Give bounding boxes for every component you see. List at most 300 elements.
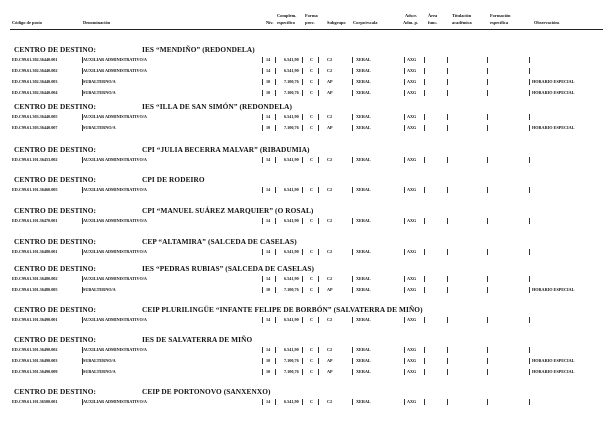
column-divider	[262, 399, 263, 405]
column-divider	[302, 276, 303, 282]
row-subgrupo: C2	[327, 317, 333, 322]
row-forma: C	[310, 347, 314, 352]
column-divider	[447, 287, 448, 293]
column-divider	[302, 369, 303, 375]
column-divider	[424, 57, 425, 63]
column-divider	[404, 276, 405, 282]
row-niv: 14	[266, 218, 271, 223]
column-divider	[302, 347, 303, 353]
column-divider	[447, 369, 448, 375]
column-divider	[424, 249, 425, 255]
column-divider	[262, 347, 263, 353]
column-divider	[352, 347, 353, 353]
column-divider	[275, 347, 276, 353]
centro-name: CEP “ALTAMIRA” (SALCEDA DE CASELAS)	[142, 237, 297, 246]
column-divider	[318, 125, 319, 131]
row-corpo: XERAL	[356, 187, 371, 192]
row-complemento: 7.100,76	[284, 369, 299, 374]
row-complemento: 6.541,90	[284, 114, 299, 119]
column-divider	[275, 187, 276, 193]
column-divider	[424, 276, 425, 282]
row-denominacion: AUXILIAR ADMINISTRATIVO/A	[83, 57, 147, 62]
column-divider	[529, 369, 530, 375]
row-forma: C	[310, 369, 314, 374]
row-subgrupo: C2	[327, 187, 333, 192]
row-code: ED.C99.61.101.36480.001	[12, 249, 58, 254]
row-niv: 14	[266, 187, 271, 192]
column-divider	[352, 276, 353, 282]
column-divider	[352, 317, 353, 323]
column-divider	[352, 114, 353, 120]
row-denominacion: SUBALTERNO/A	[83, 79, 116, 84]
row-complemento: 7.100,76	[284, 287, 299, 292]
column-divider	[487, 276, 488, 282]
table-row	[0, 67, 615, 75]
row-code: ED.C99.61.101.36460.005	[12, 187, 58, 192]
row-niv: 14	[266, 68, 271, 73]
column-divider	[424, 317, 425, 323]
column-divider	[262, 276, 263, 282]
row-forma: C	[310, 114, 314, 119]
table-row	[0, 398, 615, 406]
column-divider	[352, 57, 353, 63]
row-subgrupo: C2	[327, 276, 333, 281]
table-row	[0, 217, 615, 225]
column-divider	[262, 68, 263, 74]
column-divider	[302, 218, 303, 224]
column-divider	[352, 399, 353, 405]
column-divider	[302, 125, 303, 131]
table-row	[0, 78, 615, 86]
row-denominacion: AUXILIAR ADMINISTRATIVO/A	[83, 187, 147, 192]
column-divider	[275, 125, 276, 131]
column-divider	[487, 187, 488, 193]
row-code: ED.C99.61.101.36490.001	[12, 317, 58, 322]
table-row	[0, 156, 615, 164]
col-header-denominacion: Denominación	[83, 20, 111, 25]
column-divider	[404, 287, 405, 293]
column-divider	[318, 79, 319, 85]
column-divider	[487, 358, 488, 364]
column-divider	[262, 125, 263, 131]
row-denominacion: SUBALTERNO/A	[83, 90, 116, 95]
column-divider	[424, 369, 425, 375]
row-adscricion: AXG	[407, 68, 417, 73]
row-observacions: HORARIO ESPECIAL	[532, 369, 575, 374]
row-corpo: XERAL	[356, 68, 371, 73]
column-divider	[302, 287, 303, 293]
column-divider	[424, 79, 425, 85]
row-niv: 14	[266, 347, 271, 352]
column-divider	[404, 358, 405, 364]
row-complemento: 6.541,90	[284, 347, 299, 352]
row-subgrupo: C2	[327, 218, 333, 223]
centro-label: CENTRO DE DESTINO:	[14, 335, 97, 344]
row-adscricion: AXG	[407, 249, 417, 254]
row-corpo: XERAL	[356, 157, 371, 162]
centro-name: IES “ILLA DE SAN SIMÓN” (REDONDELA)	[142, 102, 293, 111]
row-niv: 10	[266, 125, 271, 130]
column-divider	[318, 157, 319, 163]
column-divider	[262, 157, 263, 163]
column-divider	[447, 114, 448, 120]
row-niv: 14	[266, 399, 271, 404]
row-forma: C	[310, 90, 314, 95]
row-niv: 10	[266, 287, 271, 292]
table-row	[0, 124, 615, 132]
column-divider	[447, 218, 448, 224]
row-subgrupo: AP	[327, 287, 333, 292]
row-complemento: 6.541,90	[284, 317, 299, 322]
column-divider	[404, 79, 405, 85]
column-divider	[447, 125, 448, 131]
column-divider	[275, 68, 276, 74]
column-divider	[262, 369, 263, 375]
row-denominacion: SUBALTERNO/A	[83, 369, 116, 374]
column-divider	[302, 79, 303, 85]
column-divider	[404, 249, 405, 255]
column-divider	[447, 317, 448, 323]
centro-name: CEIP DE PORTONOVO (SANXENXO)	[142, 387, 271, 396]
row-complemento: 6.541,90	[284, 187, 299, 192]
centro-label: CENTRO DE DESTINO:	[14, 206, 97, 215]
column-divider	[487, 369, 488, 375]
col-header-titulacion-2: académica	[452, 20, 472, 25]
centro-name: CPI “MANUEL SUÁREZ MARQUIER” (O ROSAL)	[142, 206, 314, 215]
col-header-formacion-1: Formación	[490, 13, 511, 18]
row-complemento: 6.541,90	[284, 68, 299, 73]
column-divider	[529, 90, 530, 96]
table-row	[0, 56, 615, 64]
column-divider	[487, 287, 488, 293]
column-divider	[447, 347, 448, 353]
column-divider	[487, 125, 488, 131]
col-header-forma-1: Forma	[305, 13, 318, 18]
row-complemento: 6.541,90	[284, 157, 299, 162]
column-divider	[352, 68, 353, 74]
table-row	[0, 248, 615, 256]
column-divider	[529, 287, 530, 293]
row-observacions: HORARIO ESPECIAL	[532, 125, 575, 130]
row-code: ED.C99.61.301.36480.005	[12, 287, 58, 292]
row-code: ED.C99.61.301.36490.003	[12, 358, 58, 363]
column-divider	[404, 399, 405, 405]
row-adscricion: AXG	[407, 276, 417, 281]
column-divider	[262, 287, 263, 293]
column-divider	[529, 347, 530, 353]
column-divider	[352, 358, 353, 364]
column-divider	[404, 125, 405, 131]
centro-name: IES “MENDIÑO” (REDONDELA)	[142, 45, 255, 54]
row-forma: C	[310, 57, 314, 62]
column-divider	[424, 399, 425, 405]
row-denominacion: SUBALTERNO/A	[83, 358, 116, 363]
row-subgrupo: C2	[327, 157, 333, 162]
row-denominacion: SUBALTERNO/A	[83, 287, 116, 292]
column-divider	[424, 347, 425, 353]
column-divider	[424, 287, 425, 293]
column-divider	[318, 347, 319, 353]
row-denominacion: AUXILIAR ADMINISTRATIVO/A	[83, 317, 147, 322]
column-divider	[302, 90, 303, 96]
column-divider	[352, 125, 353, 131]
row-denominacion: AUXILIAR ADMINISTRATIVO/A	[83, 399, 147, 404]
row-adscricion: AXG	[407, 369, 417, 374]
column-divider	[302, 187, 303, 193]
row-adscricion: AXG	[407, 157, 417, 162]
table-row	[0, 346, 615, 354]
column-divider	[447, 399, 448, 405]
row-adscricion: AXG	[407, 125, 417, 130]
column-divider	[318, 114, 319, 120]
centro-label: CENTRO DE DESTINO:	[14, 45, 97, 54]
col-header-area-1: Área	[428, 13, 438, 18]
column-divider	[487, 317, 488, 323]
column-divider	[318, 317, 319, 323]
table-row	[0, 275, 615, 283]
row-subgrupo: AP	[327, 90, 333, 95]
col-header-adscr-2: Adm. p.	[403, 20, 419, 25]
column-divider	[302, 358, 303, 364]
row-corpo: XERAL	[356, 399, 371, 404]
row-corpo: XERAL	[356, 358, 371, 363]
column-divider	[447, 68, 448, 74]
row-subgrupo: C2	[327, 57, 333, 62]
column-divider	[529, 317, 530, 323]
row-complemento: 6.541,90	[284, 57, 299, 62]
column-divider	[404, 347, 405, 353]
column-divider	[404, 57, 405, 63]
column-divider	[424, 68, 425, 74]
column-divider	[318, 218, 319, 224]
row-code: ED.C99.61.101.36500.001	[12, 399, 58, 404]
column-divider	[424, 125, 425, 131]
column-divider	[424, 157, 425, 163]
column-divider	[275, 399, 276, 405]
centro-label: CENTRO DE DESTINO:	[14, 175, 97, 184]
column-divider	[529, 249, 530, 255]
column-divider	[447, 276, 448, 282]
column-divider	[447, 57, 448, 63]
column-divider	[487, 79, 488, 85]
column-divider	[318, 68, 319, 74]
column-divider	[529, 68, 530, 74]
column-divider	[275, 218, 276, 224]
column-divider	[529, 399, 530, 405]
column-divider	[424, 218, 425, 224]
column-divider	[352, 187, 353, 193]
centro-label: CENTRO DE DESTINO:	[14, 102, 97, 111]
column-divider	[318, 187, 319, 193]
row-denominacion: AUXILIAR ADMINISTRATIVO/A	[83, 218, 147, 223]
column-divider	[447, 157, 448, 163]
row-corpo: XERAL	[356, 79, 371, 84]
table-row	[0, 286, 615, 294]
centro-name: CPI “JULIA BECERRA MALVAR” (RIBADUMIA)	[142, 145, 310, 154]
column-divider	[275, 369, 276, 375]
row-forma: C	[310, 287, 314, 292]
column-divider	[262, 187, 263, 193]
column-divider	[404, 187, 405, 193]
row-code: ED.C99.61.301.36490.009	[12, 369, 58, 374]
row-complemento: 7.100,76	[284, 358, 299, 363]
col-header-forma-2: prov.	[305, 20, 315, 25]
row-denominacion: AUXILIAR ADMINISTRATIVO/A	[83, 68, 147, 73]
column-divider	[447, 187, 448, 193]
table-row	[0, 316, 615, 324]
row-denominacion: AUXILIAR ADMINISTRATIVO/A	[83, 114, 147, 119]
col-header-complem-2: específico	[277, 20, 296, 25]
table-header	[0, 8, 615, 38]
centro-label: CENTRO DE DESTINO:	[14, 387, 97, 396]
column-divider	[487, 249, 488, 255]
row-forma: C	[310, 317, 314, 322]
column-divider	[275, 157, 276, 163]
row-complemento: 7.100,76	[284, 90, 299, 95]
row-code: ED.C99.61.302.36440.002	[12, 68, 58, 73]
table-row	[0, 357, 615, 365]
column-divider	[404, 317, 405, 323]
table-row	[0, 368, 615, 376]
column-divider	[302, 114, 303, 120]
column-divider	[318, 358, 319, 364]
row-forma: C	[310, 157, 314, 162]
row-complemento: 6.541,90	[284, 218, 299, 223]
column-divider	[302, 68, 303, 74]
column-divider	[275, 276, 276, 282]
column-divider	[487, 347, 488, 353]
row-adscricion: AXG	[407, 57, 417, 62]
row-subgrupo: AP	[327, 79, 333, 84]
row-corpo: XERAL	[356, 317, 371, 322]
column-divider	[447, 249, 448, 255]
row-subgrupo: C2	[327, 114, 333, 119]
row-adscricion: AXG	[407, 347, 417, 352]
row-adscricion: AXG	[407, 218, 417, 223]
column-divider	[424, 187, 425, 193]
column-divider	[352, 218, 353, 224]
column-divider	[447, 90, 448, 96]
row-forma: C	[310, 358, 314, 363]
row-forma: C	[310, 187, 314, 192]
col-header-subgrupo: Subgrupo	[327, 20, 346, 25]
row-niv: 10	[266, 79, 271, 84]
centro-label: CENTRO DE DESTINO:	[14, 237, 97, 246]
row-corpo: XERAL	[356, 218, 371, 223]
col-header-observacions: Observacións	[534, 20, 560, 25]
row-corpo: XERAL	[356, 347, 371, 352]
row-complemento: 6.541,90	[284, 276, 299, 281]
column-divider	[404, 157, 405, 163]
row-forma: C	[310, 276, 314, 281]
column-divider	[275, 57, 276, 63]
column-divider	[302, 249, 303, 255]
row-forma: C	[310, 79, 314, 84]
column-divider	[487, 68, 488, 74]
table-row	[0, 113, 615, 121]
column-divider	[529, 79, 530, 85]
column-divider	[318, 399, 319, 405]
row-adscricion: AXG	[407, 287, 417, 292]
col-header-formacion-2: específica	[490, 20, 509, 25]
row-code: ED.C99.61.301.36490.002	[12, 347, 58, 352]
column-divider	[487, 399, 488, 405]
row-niv: 14	[266, 114, 271, 119]
row-forma: C	[310, 218, 314, 223]
column-divider	[318, 287, 319, 293]
column-divider	[352, 90, 353, 96]
column-divider	[404, 114, 405, 120]
column-divider	[302, 57, 303, 63]
row-corpo: XERAL	[356, 287, 371, 292]
column-divider	[302, 399, 303, 405]
row-denominacion: AUXILIAR ADMINISTRATIVO/A	[83, 276, 147, 281]
column-divider	[262, 79, 263, 85]
row-adscricion: AXG	[407, 79, 417, 84]
row-niv: 14	[266, 249, 271, 254]
table-row	[0, 186, 615, 194]
column-divider	[302, 157, 303, 163]
column-divider	[404, 90, 405, 96]
col-header-niv: Nív.	[266, 20, 274, 25]
column-divider	[352, 157, 353, 163]
table-row	[0, 89, 615, 97]
column-divider	[424, 358, 425, 364]
column-divider	[487, 218, 488, 224]
column-divider	[318, 90, 319, 96]
column-divider	[352, 287, 353, 293]
column-divider	[529, 125, 530, 131]
col-header-area-2: func.	[428, 20, 438, 25]
column-divider	[318, 57, 319, 63]
row-denominacion: SUBALTERNO/A	[83, 125, 116, 130]
row-niv: 10	[266, 90, 271, 95]
column-divider	[404, 218, 405, 224]
column-divider	[262, 90, 263, 96]
col-header-corpo: Corpo/escala	[353, 20, 378, 25]
row-corpo: XERAL	[356, 125, 371, 130]
row-subgrupo: C2	[327, 399, 333, 404]
column-divider	[424, 90, 425, 96]
row-niv: 14	[266, 317, 271, 322]
col-header-codigo: Código de posto	[12, 20, 43, 25]
row-adscricion: AXG	[407, 114, 417, 119]
column-divider	[529, 276, 530, 282]
row-subgrupo: C2	[327, 68, 333, 73]
column-divider	[487, 157, 488, 163]
column-divider	[275, 287, 276, 293]
row-corpo: XERAL	[356, 369, 371, 374]
column-divider	[275, 114, 276, 120]
row-complemento: 7.100,76	[284, 79, 299, 84]
row-denominacion: AUXILIAR ADMINISTRATIVO/A	[83, 347, 147, 352]
row-corpo: XERAL	[356, 249, 371, 254]
col-header-adscr-1: Adscr.	[405, 13, 417, 18]
column-divider	[352, 249, 353, 255]
row-adscricion: AXG	[407, 358, 417, 363]
row-niv: 14	[266, 157, 271, 162]
column-divider	[275, 79, 276, 85]
row-code: ED.C99.61.302.36440.003	[12, 79, 58, 84]
column-divider	[275, 249, 276, 255]
header-rule	[10, 29, 603, 30]
centro-label: CENTRO DE DESTINO:	[14, 264, 97, 273]
row-denominacion: AUXILIAR ADMINISTRATIVO/A	[83, 249, 147, 254]
row-adscricion: AXG	[407, 399, 417, 404]
column-divider	[275, 358, 276, 364]
column-divider	[262, 57, 263, 63]
column-divider	[262, 218, 263, 224]
